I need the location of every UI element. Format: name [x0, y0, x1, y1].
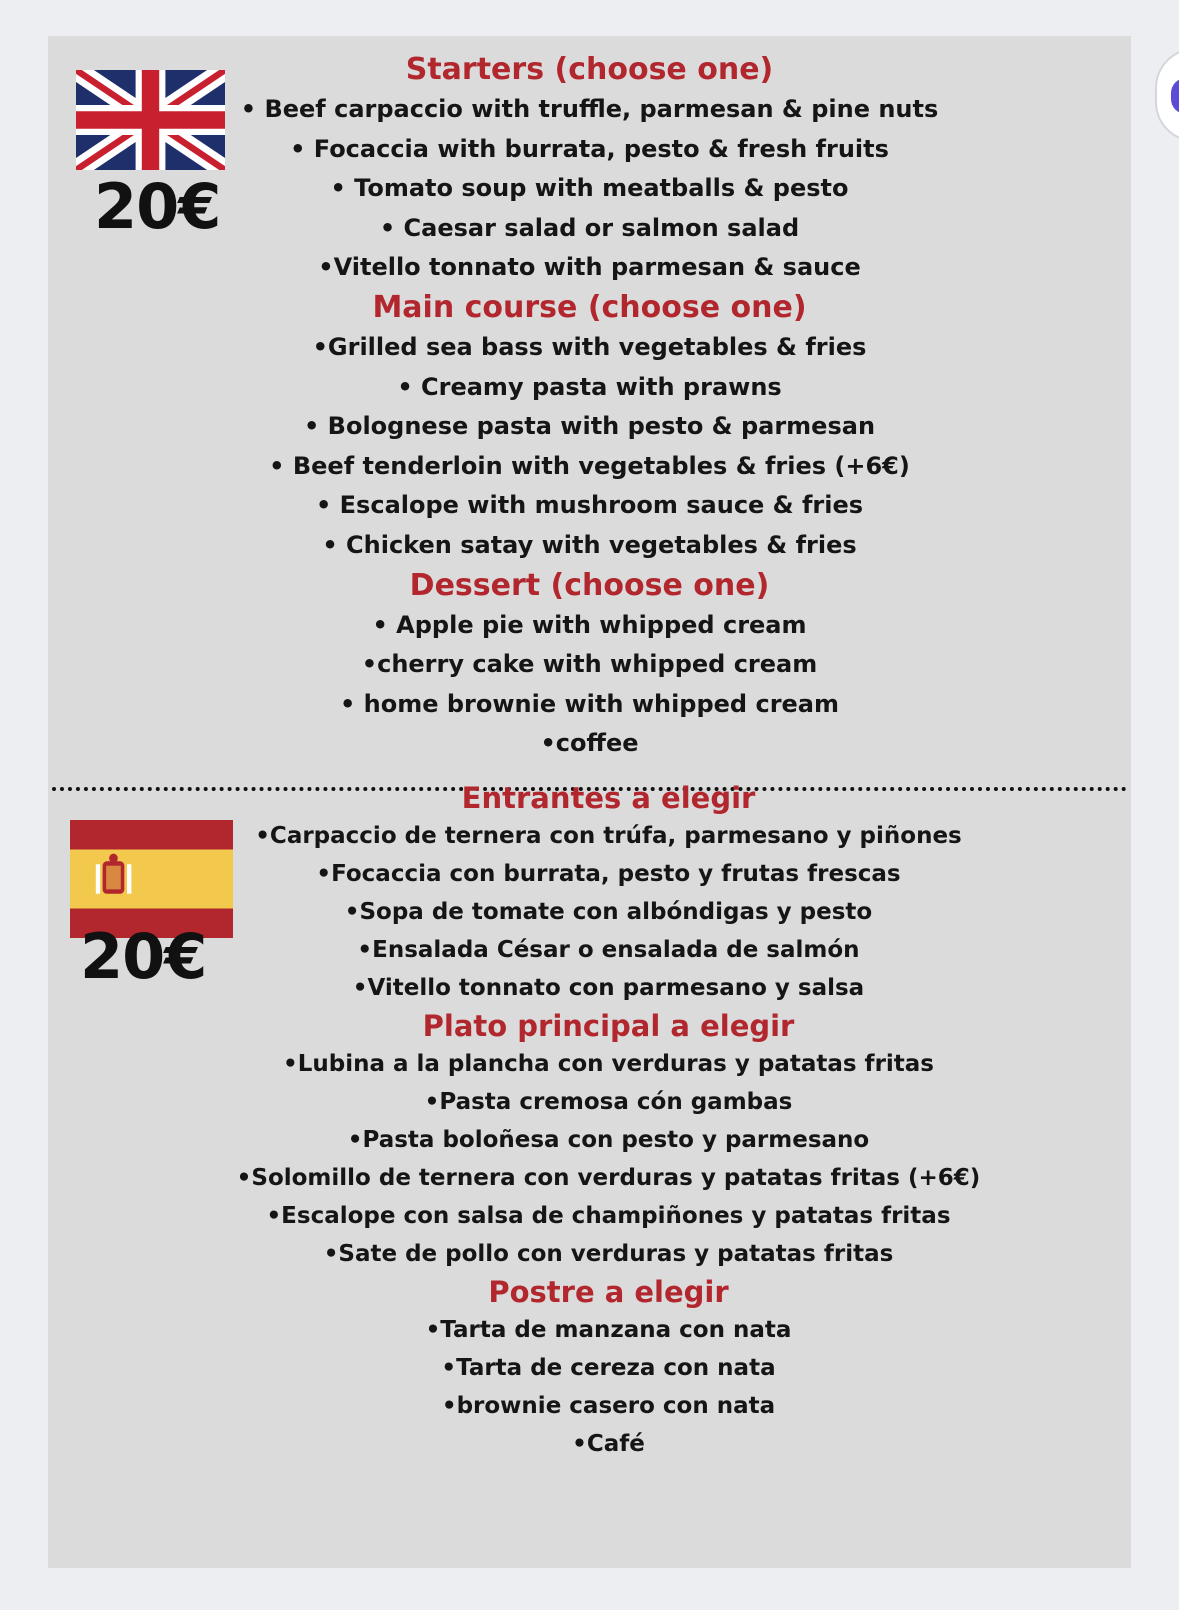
menu-english [48, 50, 1131, 764]
menu-item: •Escalope con salsa de champiñones y patatas fritas [266, 1203, 951, 1229]
price-spanish: 20€ [80, 920, 207, 993]
menu-item: •Sopa de tomate con albóndigas y pesto [344, 899, 873, 925]
menu-item: •Tarta de manzana con nata [425, 1317, 792, 1343]
menu-item: •Café [572, 1431, 645, 1457]
menu-item: • Focaccia with burrata, pesto & fresh fruits [290, 134, 889, 163]
menu-item: •Grilled sea bass with vegetables & fries [312, 332, 867, 361]
menu-item: •Vitello tonnato con parmesano y salsa [352, 975, 865, 1001]
menu-item: •Pasta boloñesa con pesto y parmesano [347, 1127, 870, 1153]
menu-item: •Pasta cremosa cón gambas [424, 1089, 793, 1115]
chat-bubble-icon[interactable] [1155, 48, 1179, 142]
menu-item: •cherry cake with whipped cream [361, 650, 818, 679]
menu-item: • home brownie with whipped cream [339, 689, 840, 718]
menu-item: •coffee [540, 729, 639, 758]
menu-item: •Vitello tonnato with parmesan & sauce [318, 253, 861, 282]
menu-item: • Creamy pasta with prawns [397, 372, 782, 401]
menu-item: •Ensalada César o ensalada de salmón [357, 937, 860, 963]
section-title-entrantes: Entrantes a elegir [461, 781, 756, 815]
section-title-postre: Postre a elegir [488, 1275, 729, 1309]
menu-item: •Tarta de cereza con nata [441, 1355, 776, 1381]
menu-item: •Solomillo de ternera con verduras y patatas fritas (+6€) [236, 1165, 981, 1191]
menu-item: •Carpaccio de ternera con trúfa, parmesano y piñones [255, 823, 962, 849]
menu-item: • Apple pie with whipped cream [372, 610, 807, 639]
menu-item: •Lubina a la plancha con verduras y patatas fritas [283, 1051, 934, 1077]
menu-item: • Bolognese pasta with pesto & parmesan [303, 412, 876, 441]
menu-item: • Escalope with mushroom sauce & fries [315, 491, 864, 520]
price-english: 20€ [94, 170, 221, 243]
menu-card [48, 36, 1131, 1568]
menu-spanish [67, 779, 1150, 1463]
section-title-plato-principal: Plato principal a elegir [422, 1009, 795, 1043]
section-title-main-course: Main course (choose one) [372, 289, 807, 325]
menu-item: • Beef tenderloin with vegetables & fries (+6€) [269, 451, 910, 480]
section-title-dessert: Dessert (choose one) [409, 567, 770, 603]
menu-item: •Focaccia con burrata, pesto y frutas frescas [316, 861, 901, 887]
menu-item: •Sate de pollo con verduras y patatas fritas [323, 1241, 894, 1267]
menu-item: •brownie casero con nata [441, 1393, 776, 1419]
menu-item: • Caesar salad or salmon salad [379, 213, 800, 242]
chat-avatar [1171, 78, 1179, 114]
menu-item: • Tomato soup with meatballs & pesto [330, 174, 849, 203]
section-title-starters: Starters (choose one) [405, 52, 774, 87]
menu-item: • Chicken satay with vegetables & fries [322, 530, 857, 559]
menu-item: • Beef carpaccio with truffle, parmesan & pine nuts [240, 95, 939, 123]
